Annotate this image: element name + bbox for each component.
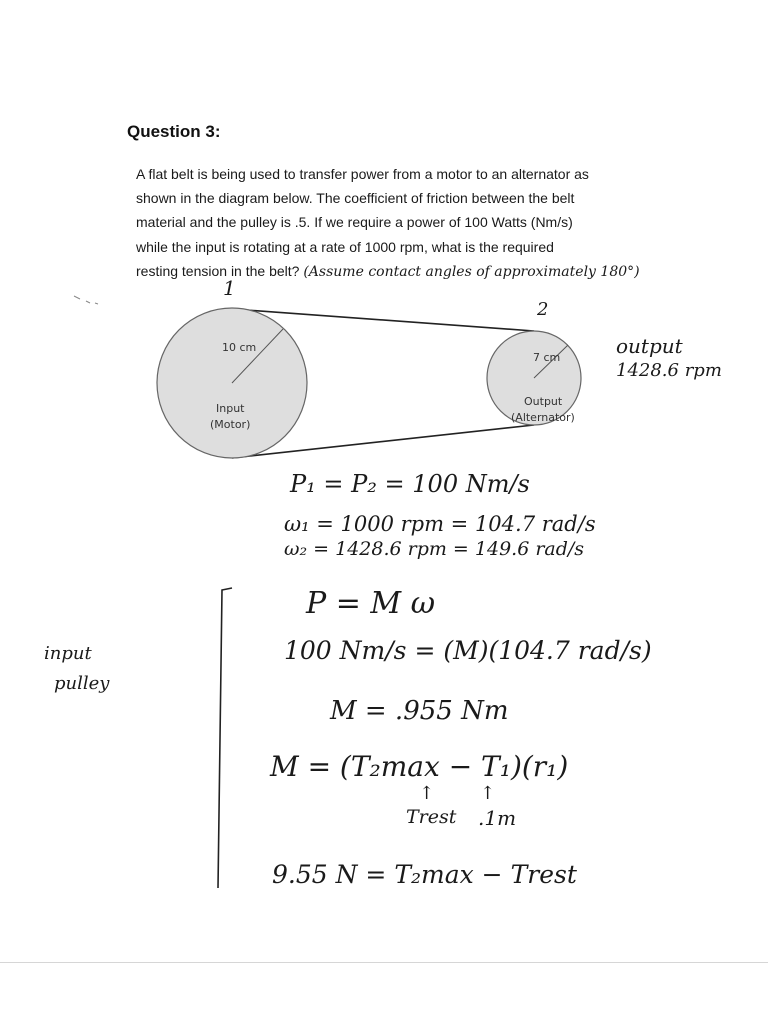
work-omega1: ω₁ = 1000 rpm = 104.7 rad/s (284, 512, 596, 536)
work-bracket (218, 588, 232, 888)
output-radius-label: 7 cm (533, 351, 561, 364)
question-line: A flat belt is being used to transfer power from a motor to an alternator as (136, 166, 589, 182)
work-power-equality: P₁ = P₂ = 100 Nm/s (290, 470, 530, 498)
arrow-up-trest: ↑ (419, 783, 435, 804)
question-line: material and the pulley is .5. If we require a power of 100 Watts (Nm/s) (136, 214, 573, 231)
page-bottom-edge (0, 962, 768, 963)
question-heading: Question 3: (127, 122, 221, 141)
handwritten-assumption-note: (Assume contact angles of approximately 180°) (303, 263, 640, 280)
output-note-line2: 1428.6 rpm (616, 360, 722, 381)
output-label-line1: Output (524, 395, 563, 408)
output-note-line1: output (616, 334, 683, 358)
question-line-text: resting tension in the belt? (136, 262, 300, 279)
work-moment-result: M = .955 Nm (330, 696, 509, 726)
work-moment-formula: M = (T₂max − T₁)(r₁) (270, 750, 569, 783)
output-label-line2: (Alternator) (511, 411, 575, 424)
arrow-up-radius: ↑ (480, 783, 496, 804)
side-note-line1: input (44, 643, 92, 664)
pulley-2-number: 2 (537, 299, 549, 320)
work-omega2: ω₂ = 1428.6 rpm = 149.6 rad/s (284, 538, 585, 560)
stray-marks (74, 296, 98, 304)
question-line: shown in the diagram below. The coefficient of friction between the belt (136, 190, 575, 207)
work-power-formula: P = M ω (306, 586, 436, 621)
work-final-equation: 9.55 N = T₂max − Trest (272, 860, 577, 889)
work-trest-label: Trest (406, 806, 457, 828)
input-label-line1: Input (216, 402, 245, 415)
input-radius-label: 10 cm (222, 341, 257, 354)
side-note-line2: pulley (54, 673, 110, 694)
question-line: while the input is rotating at a rate of 1000 rpm, what is the required (136, 238, 554, 255)
input-label-line2: (Motor) (210, 418, 251, 431)
work-power-substitution: 100 Nm/s = (M)(104.7 rad/s) (284, 636, 652, 665)
pulley-1-number: 1 (223, 276, 236, 300)
work-radius-value: .1m (478, 806, 517, 830)
